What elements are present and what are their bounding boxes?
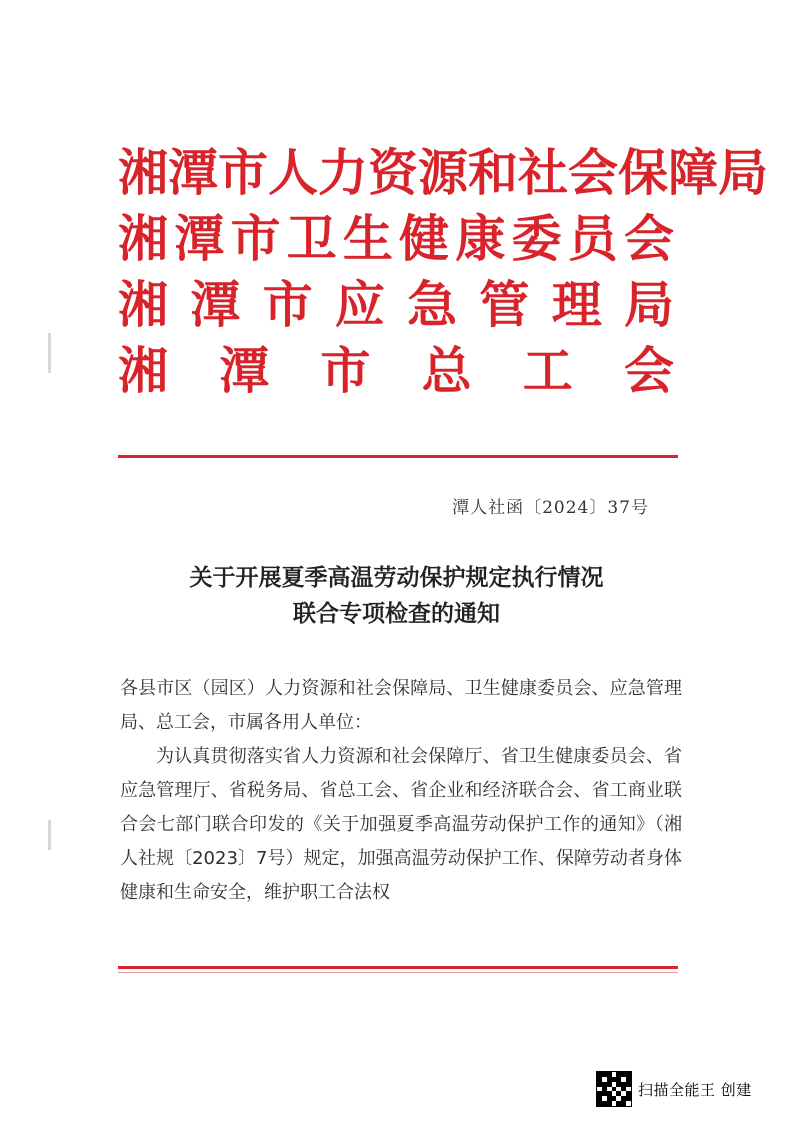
issuer-char: 潭 [219,342,270,400]
issuer-char: 湘 [118,276,168,334]
issuer-char: 人 [268,144,318,202]
document-number: 潭人社函〔2024〕37号 [452,498,649,518]
issuer-char: 生 [342,210,393,268]
scanner-watermark [596,1071,752,1107]
document-body [120,672,682,910]
issuer-char: 市 [262,276,313,334]
document-title [0,560,793,632]
issuer-char: 资 [368,144,418,202]
issuer-char: 总 [421,342,472,400]
issuer-char: 委 [511,210,562,268]
issuer-char: 局 [623,276,674,334]
issuer-char: 障 [668,144,718,202]
issuer-char: 湘 [118,342,168,400]
issuer-char: 管 [479,276,530,334]
issuer-char: 会 [623,210,674,268]
issuer-line [118,206,674,272]
issuer-line [118,272,674,338]
issuer-char: 潭 [174,210,225,268]
issuer-char: 工 [522,342,573,400]
red-footer-rule [118,966,678,969]
addressee: 各县市区（园区）人力资源和社会保障局、卫生健康委员会、应急管理局、总工会，市属各用人单位： [120,678,682,733]
red-header-rule [118,455,678,458]
title-line-2: 联合专项检查的通知 [293,600,500,627]
issuer-char: 会 [623,342,674,400]
issuer-char: 急 [407,276,458,334]
issuer-char: 卫 [286,210,337,268]
issuer-char: 社 [518,144,568,202]
qr-code-icon [596,1071,632,1107]
issuer-char: 员 [567,210,618,268]
body-paragraph: 为认真贯彻落实省人力资源和社会保障厅、省卫生健康委员会、省应急管理厅、省税务局、省总工会、省企业和经济联合会、省工商业联合会七部门联合印发的《关于加强夏季高温劳动保护工作的通知》（湘人社规〔2023〕7号）规定，加强高温劳动保护工作、保障劳动者身体健康和生命安全，维护职工合法权 [120,746,682,903]
issuer-char: 保 [618,144,668,202]
issuer-char: 湘 [118,210,168,268]
scan-edge-mark [48,333,51,373]
issuer-char: 康 [455,210,506,268]
scan-edge-mark [48,820,51,850]
issuer-char: 潭 [190,276,241,334]
issuer-line [118,338,674,404]
issuer-char: 市 [218,144,268,202]
issuer-char: 应 [334,276,385,334]
title-line-1: 关于开展夏季高温劳动保护规定执行情况 [189,564,604,591]
issuing-authorities [118,140,768,404]
issuer-char: 市 [320,342,371,400]
issuer-char: 健 [399,210,450,268]
issuer-char: 局 [718,144,768,202]
issuer-char: 和 [468,144,518,202]
issuer-char: 理 [551,276,602,334]
issuer-char: 湘 [118,144,168,202]
issuer-char: 潭 [168,144,218,202]
issuer-char: 源 [418,144,468,202]
issuer-line [118,140,768,206]
issuer-char: 市 [230,210,281,268]
issuer-char: 力 [318,144,368,202]
issuer-char: 会 [568,144,618,202]
watermark-text: 扫描全能王 创建 [638,1080,752,1099]
